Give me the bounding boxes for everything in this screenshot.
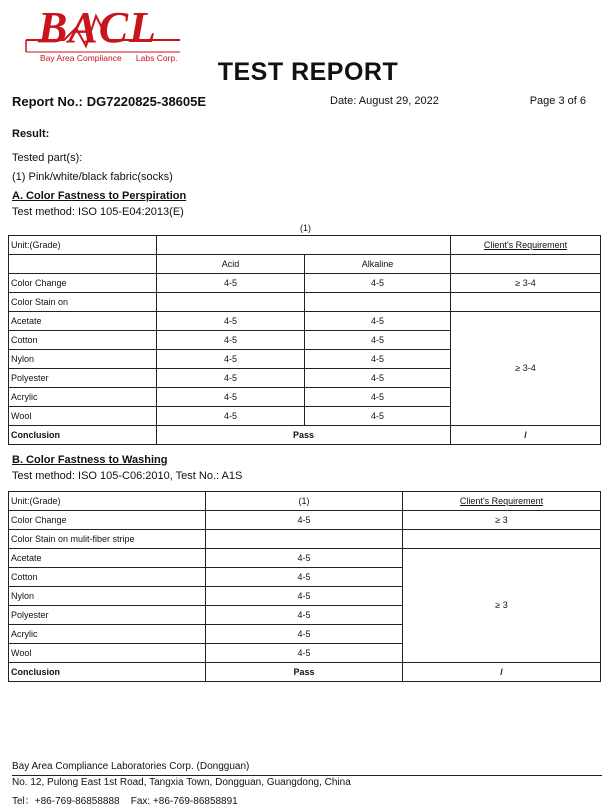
row-label: Cotton (9, 331, 157, 350)
table-row (9, 530, 601, 549)
row-label: Cotton (9, 568, 206, 587)
row-label: Color Stain on (9, 293, 157, 312)
sample-value: 4-5 (206, 606, 403, 625)
washing-table (8, 491, 601, 682)
footer-address: No. 12, Pulong East 1st Road, Tangxia Town, Dongguan, Guangdong, China (12, 777, 351, 788)
requirement-header: Client's Requirement (403, 492, 601, 511)
row-label: Color Change (9, 274, 157, 293)
stain-requirement: ≥ 3 (403, 549, 601, 663)
footer-company: Bay Area Compliance Laboratories Corp. (Dongguan) (12, 761, 250, 772)
table-row (9, 426, 601, 445)
sample-value: 4-5 (206, 587, 403, 606)
acid-value: 4-5 (157, 350, 305, 369)
acid-value: 4-5 (157, 312, 305, 331)
sample-value: 4-5 (206, 625, 403, 644)
row-label: Acetate (9, 549, 206, 568)
table-row (9, 511, 601, 530)
section-a-title: A. Color Fastness to Perspiration (12, 190, 187, 202)
table-row (9, 274, 601, 293)
alkaline-value: 4-5 (305, 350, 451, 369)
perspiration-table (8, 235, 601, 445)
section-a-sample-label: (1) (300, 223, 311, 233)
table-row (9, 549, 601, 568)
alkaline-value: 4-5 (305, 407, 451, 426)
row-label: Color Change (9, 511, 206, 530)
row-label: Acetate (9, 312, 157, 331)
conclusion-label: Conclusion (9, 426, 157, 445)
col-acid: Acid (157, 255, 305, 274)
col-alkaline: Alkaline (305, 255, 451, 274)
acid-value: 4-5 (157, 407, 305, 426)
row-label: Wool (9, 407, 157, 426)
tested-part: (1) Pink/white/black fabric(socks) (12, 171, 173, 183)
sample-label: (1) (206, 492, 403, 511)
table-row (9, 492, 601, 511)
row-label: Nylon (9, 587, 206, 606)
conclusion-value: Pass (157, 426, 451, 445)
stain-requirement: ≥ 3-4 (451, 312, 601, 426)
report-number: Report No.: DG7220825-38605E (12, 94, 207, 109)
section-b-method: Test method: ISO 105-C06:2010, Test No.: A1S (12, 470, 243, 482)
acid-value: 4-5 (157, 388, 305, 407)
conclusion-requirement: / (403, 663, 601, 682)
result-heading: Result: (12, 128, 50, 140)
row-label: Acrylic (9, 625, 206, 644)
conclusion-value: Pass (206, 663, 403, 682)
table-row (9, 663, 601, 682)
table-row (9, 312, 601, 331)
report-date: Date: August 29, 2022 (330, 95, 439, 107)
row-label: Polyester (9, 369, 157, 388)
section-b-title: B. Color Fastness to Washing (12, 454, 168, 466)
alkaline-value: 4-5 (305, 388, 451, 407)
sample-value: 4-5 (206, 549, 403, 568)
footer-divider (12, 775, 602, 776)
conclusion-requirement: / (451, 426, 601, 445)
alkaline-value: 4-5 (305, 312, 451, 331)
row-label: Wool (9, 644, 206, 663)
row-label: Acrylic (9, 388, 157, 407)
footer-contact: Tel：+86-769-86858888 Fax: +86-769-86858891 (12, 796, 238, 807)
logo-wordmark: BACL (38, 3, 157, 52)
sample-value: 4-5 (206, 644, 403, 663)
alkaline-value: 4-5 (305, 274, 451, 293)
alkaline-value: 4-5 (305, 331, 451, 350)
table-row (9, 236, 601, 255)
page-title: TEST REPORT (217, 58, 399, 86)
acid-value: 4-5 (157, 369, 305, 388)
row-label: Polyester (9, 606, 206, 625)
row-label: Nylon (9, 350, 157, 369)
alkaline-value: 4-5 (305, 369, 451, 388)
acid-value: 4-5 (157, 274, 305, 293)
conclusion-label: Conclusion (9, 663, 206, 682)
acid-value: 4-5 (157, 331, 305, 350)
section-a-method: Test method: ISO 105-E04:2013(E) (12, 206, 184, 218)
unit-label: Unit:(Grade) (9, 236, 157, 255)
requirement-value: ≥ 3 (403, 511, 601, 530)
unit-label: Unit:(Grade) (9, 492, 206, 511)
requirement-value: ≥ 3-4 (451, 274, 601, 293)
sample-value: 4-5 (206, 511, 403, 530)
requirement-header: Client's Requirement (451, 236, 601, 255)
sample-value: 4-5 (206, 568, 403, 587)
logo-subtitle: Bay Area Compliance Labs Corp. (40, 53, 178, 63)
row-label: Color Stain on mulit-fiber stripe (9, 530, 206, 549)
tested-parts-label: Tested part(s): (12, 152, 83, 164)
page-number: Page 3 of 6 (529, 95, 586, 107)
table-row (9, 255, 601, 274)
table-row (9, 293, 601, 312)
